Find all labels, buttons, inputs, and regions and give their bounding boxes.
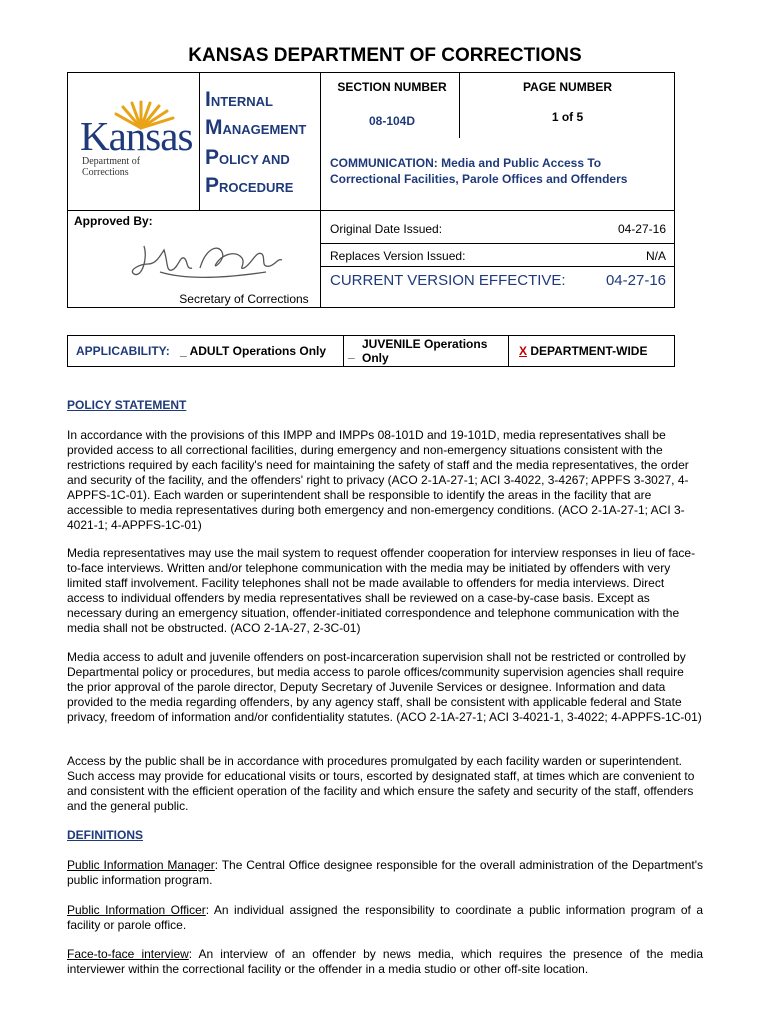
- signer-title: Secretary of Corrections: [179, 292, 309, 306]
- impp-line-4: PROCEDURE: [205, 174, 294, 197]
- impp-line-1: INTERNAL: [205, 88, 273, 111]
- logo-divider: [199, 72, 200, 210]
- replaces-value: N/A: [645, 249, 666, 263]
- original-date-label: Original Date Issued:: [330, 222, 443, 236]
- policy-paragraph-2: Media representatives may use the mail system to request offender cooperation for interview responses in lieu of face-to-face interviews. Written and/or telephone communication with the media may be initiated by offenders with very limited staff involvement. Facility telephones shall not be made available to offenders for media interviews. Direct access to individual offenders by media representatives shall be reviewed on a case-by-case basis. Except as necessary during an emergency situation, offender-initiated correspondence and telephone communication with the media shall not be obstructed. (ACO 2-1A-27, 2-3C-01): [67, 546, 696, 635]
- policy-subject: COMMUNICATION: Media and Public Access To Correctional Facilities, Parole Offices and Offenders: [330, 156, 628, 186]
- section-number-value: 08-104D: [368, 114, 416, 128]
- current-version-label: CURRENT VERSION EFFECTIVE:: [330, 272, 566, 289]
- original-date-value: 04-27-16: [617, 222, 666, 236]
- approved-by-label: Approved By:: [74, 214, 153, 228]
- app-divider-2: [508, 335, 509, 367]
- app-divider-1: [343, 335, 344, 367]
- header-rule-3: [320, 266, 675, 267]
- policy-paragraph-4: Access by the public shall be in accordance with procedures promulgated by each facility warden or superintendent. Such access may provide for educational visits or tours, escorted by designated staff, at times which are convenient to and consistent with the efficient operation of the facility and which ensure the safety and security of the staff, offenders and the general public.: [67, 754, 695, 813]
- header-divider: [320, 72, 321, 308]
- page-number-value: 1 of 5: [551, 110, 584, 124]
- logo-subtitle: Department of Corrections: [82, 156, 141, 178]
- definition-item: Public Information Manager: The Central Office designee responsible for the overall administration of the Department's public information program.: [67, 858, 703, 887]
- header-rule-right: [320, 210, 675, 211]
- section-number-label: SECTION NUMBER: [337, 80, 447, 94]
- policy-paragraph-1: In accordance with the provisions of this IMPP and IMPPs 08-101D and 19-101D, media representatives shall be provided access to all correctional facilities, during emergency and non-emergency situations consistent with the restrictions required by each facility's need for maintaining the safety of staff and the media representatives, the order and security of the facility, and the offenders' right to privacy (ACO 2-1A-27-1; ACI 3-4022, 3-4267; APPFS 3-3027, 4-APPFS-1C-01). Each warden or superintendent shall be responsible to identify the areas in the facility that are accessible to media representatives during both emergency and non-emergency conditions. (ACO 2-1A-27-1; ACI 3-4021-1; 4-APPFS-1C-01): [67, 428, 689, 532]
- definition-item: Public Information Officer: An individual assigned the responsibility to coordinate a public information program of a facility or parole office.: [67, 903, 703, 932]
- kansas-logo: [74, 98, 193, 178]
- document-title: KANSAS DEPARTMENT OF CORRECTIONS: [188, 45, 582, 66]
- replaces-label: Replaces Version Issued:: [330, 249, 466, 263]
- policy-statement-heading: POLICY STATEMENT: [67, 398, 187, 412]
- department-wide-option: X DEPARTMENT-WIDE: [519, 344, 648, 358]
- adult-operations-option: _ ADULT Operations Only: [180, 344, 327, 358]
- impp-line-3: POLICY AND: [205, 146, 290, 169]
- juvenile-operations-mark: _: [348, 346, 355, 360]
- policy-paragraph-3: Media access to adult and juvenile offenders on post-incarceration supervision shall not be restricted or controlled by Departmental policy or procedures, but media access to parole offices/community supervision agencies shall require the prior approval of the parole director, Deputy Secretary of Juvenile Services or designee. Information and data provided to the media regarding offenders, by any agency staff, shall be consistent with applicable federal and State privacy, freedom of information and/or confidentiality statutes. (ACO 2-1A-27-1; ACI 3-4021-1, 3-4022; 4-APPFS-1C-01): [67, 650, 702, 724]
- header-rule-left: [67, 210, 320, 211]
- signature-icon: [126, 228, 286, 288]
- definition-item: Face-to-face interview: An interview of an offender by news media, which requires the presence of the media interviewer within the correctional facility or the offender in a media studio or other off-site location.: [67, 947, 703, 976]
- impp-line-2: MANAGEMENT: [205, 116, 307, 139]
- current-version-value: 04-27-16: [605, 272, 666, 289]
- definitions-heading: DEFINITIONS: [67, 828, 144, 842]
- juvenile-operations-option: JUVENILE Operations Only: [362, 337, 488, 365]
- applicability-label: APPLICABILITY:: [76, 344, 170, 358]
- logo-word: Kansas: [80, 113, 193, 159]
- header-rule-2: [320, 243, 675, 244]
- page-number-label: PAGE NUMBER: [522, 80, 613, 94]
